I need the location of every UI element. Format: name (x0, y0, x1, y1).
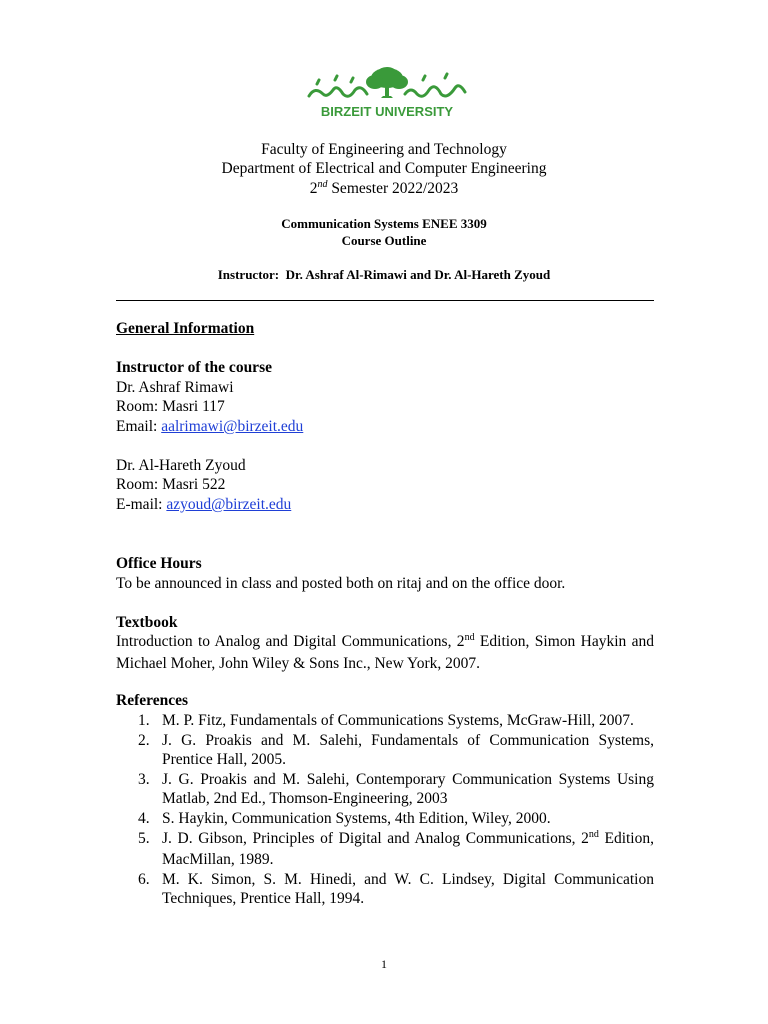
instructors-label: Instructor: (217, 267, 280, 282)
office-hours-heading: Office Hours (116, 555, 202, 572)
reference-item (116, 829, 654, 870)
instructor1-email-line (116, 417, 654, 437)
tree-icon (305, 66, 470, 122)
references-heading: References (116, 692, 189, 709)
reference-item (116, 711, 654, 731)
instructor1-room: Room: Masri 117 (116, 398, 225, 415)
reference-number: 6. (138, 870, 150, 888)
page-number: 1 (381, 957, 387, 971)
semester-number: 2 (309, 180, 318, 197)
course-outline-title: Course Outline (341, 233, 427, 248)
department-title: Department of Electrical and Computer Engineering (221, 160, 547, 177)
instructor2-name: Dr. Al-Hareth Zyoud (116, 457, 246, 474)
reference-item (116, 731, 654, 770)
general-information-heading: General Information (116, 320, 255, 337)
reference-text-after: Edition, MacMillan, 1989. (162, 829, 654, 869)
textbook-ordinal: nd (464, 632, 475, 643)
reference-text: S. Haykin, Communication Systems, 4th Edition, Wiley, 2000. (162, 809, 551, 827)
reference-item (116, 770, 654, 809)
instructors-line (0, 266, 768, 283)
references-list (116, 711, 654, 909)
university-logo (305, 66, 470, 122)
instructor1-email-label: Email: (116, 418, 162, 435)
reference-number: 5. (138, 829, 150, 847)
instructor2-email-line (116, 495, 654, 515)
reference-text: M. K. Simon, S. M. Hinedi, and W. C. Lindsey, Digital Communication Techniques, Prentice Hall, 1994. (162, 870, 654, 908)
reference-number: 4. (138, 809, 150, 827)
semester-title (0, 179, 768, 201)
instructor1-email-link[interactable]: aalrimawi@birzeit.edu (161, 418, 304, 435)
reference-item (116, 809, 654, 829)
instructor2-email-link[interactable]: azyoud@birzeit.edu (166, 496, 292, 513)
course-title: Communication Systems ENEE 3309 (281, 216, 487, 231)
reference-text: M. P. Fitz, Fundamentals of Communications Systems, McGraw-Hill, 2007. (162, 712, 634, 729)
reference-ordinal: nd (588, 828, 599, 840)
reference-text: J. G. Proakis and M. Salehi, Fundamentals of Communication Systems, Prentice Hall, 2005. (162, 731, 654, 769)
semester-ordinal: nd (317, 179, 328, 190)
instructor-heading: Instructor of the course (116, 359, 272, 376)
header-divider (116, 300, 654, 301)
reference-text: J. G. Proakis and M. Salehi, Contemporary Communication Systems Using Matlab, 2nd Ed., Thomson-Engineering, 2003 (162, 770, 654, 808)
textbook-heading: Textbook (116, 614, 178, 631)
textbook-text-before: Introduction to Analog and Digital Communications, 2 (116, 633, 465, 650)
textbook-text (116, 632, 654, 673)
instructor2-email-label: E-mail: (116, 496, 167, 513)
reference-number: 3. (138, 770, 150, 788)
reference-text-before: J. D. Gibson, Principles of Digital and Analog Communications, 2 (162, 829, 589, 847)
faculty-title: Faculty of Engineering and Technology (261, 141, 507, 158)
instructor2-room: Room: Masri 522 (116, 476, 226, 493)
semester-rest: Semester 2022/2023 (327, 180, 459, 197)
reference-number: 1. (138, 712, 150, 729)
instructor1-name: Dr. Ashraf Rimawi (116, 379, 234, 396)
reference-item (116, 870, 654, 909)
instructors-names: Dr. Ashraf Al-Rimawi and Dr. Al-Hareth Zyoud (285, 267, 551, 282)
reference-number: 2. (138, 731, 150, 749)
logo-english-name: BIRZEIT UNIVERSITY (320, 104, 454, 119)
textbook-text-after: Edition, Simon Haykin and Michael Moher, John Wiley & Sons Inc., New York, 2007. (116, 633, 654, 672)
office-hours-text: To be announced in class and posted both on ritaj and on the office door. (116, 575, 566, 592)
